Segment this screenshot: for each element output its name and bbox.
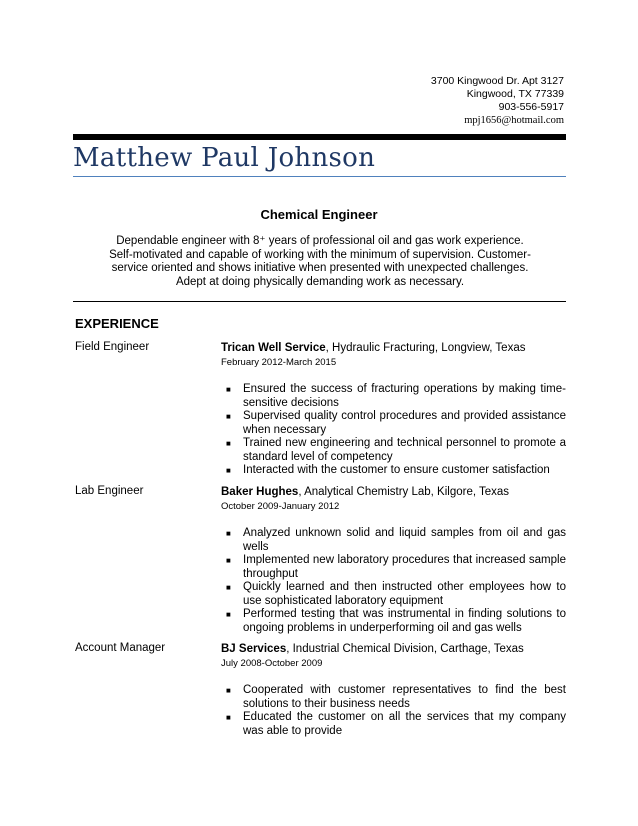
list-item: ■ Interacted with the customer to ensure customer satisfaction	[226, 464, 550, 476]
bullet-icon: ■	[226, 556, 231, 565]
list-item: ■ Educated the customer on all the services that my company was able to provide	[226, 711, 566, 737]
list-item: ■ Analyzed unknown solid and liquid samples from oil and gas wells	[226, 527, 566, 553]
bullet-icon: ■	[226, 439, 231, 448]
job-dates: July 2008-October 2009	[221, 658, 323, 669]
job-dates: February 2012-March 2015	[221, 357, 337, 368]
summary-line: Adept at doing physically demanding work as necessary.	[175, 275, 465, 288]
list-item: ■ Quickly learned and then instructed other employees how to use sophisticated laboratory equipment	[226, 581, 566, 607]
contact-block	[431, 75, 564, 127]
list-item: ■ Performed testing that was instrumental in finding solutions to ongoing problems in underperforming oil and gas wells	[226, 608, 566, 634]
section-divider	[73, 301, 566, 302]
contact-email: mpj1656@hotmail.com	[464, 115, 564, 126]
list-item: ■ Ensured the success of fracturing operations by making time-sensitive decisions	[226, 383, 566, 409]
company-name: BJ Services	[221, 643, 287, 655]
experience-heading: EXPERIENCE	[75, 316, 159, 331]
bullet-list	[221, 684, 566, 738]
list-item: ■ Supervised quality control procedures and provided assistance when necessary	[226, 410, 566, 436]
name-underline	[73, 176, 566, 177]
bullet-icon: ■	[226, 686, 231, 695]
company-details: , Hydraulic Fracturing, Longview, Texas	[325, 342, 526, 354]
job-role: Lab Engineer	[75, 485, 144, 497]
company-details: , Analytical Chemistry Lab, Kilgore, Texas	[298, 486, 510, 498]
company-name: Baker Hughes	[221, 486, 299, 498]
candidate-name: Matthew Paul Johnson	[73, 143, 376, 173]
list-item: ■ Cooperated with customer representatives to find the best solutions to their business needs	[226, 684, 566, 710]
bullet-icon: ■	[226, 466, 231, 475]
contact-city: Kingwood, TX 77339	[466, 88, 564, 100]
company-details: , Industrial Chemical Division, Carthage, Texas	[286, 643, 524, 655]
summary-line: Dependable engineer with 8⁺ years of professional oil and gas work experience.	[116, 235, 524, 247]
job-role: Account Manager	[75, 642, 166, 654]
summary	[90, 235, 550, 289]
contact-street: 3700 Kingwood Dr. Apt 3127	[430, 75, 564, 87]
bullet-icon: ■	[226, 529, 231, 538]
summary-line: service oriented and shows initiative when presented with unexpected challenges.	[111, 262, 529, 274]
job-dates: October 2009-January 2012	[221, 501, 340, 512]
bullet-icon: ■	[226, 412, 231, 421]
company-name: Trican Well Service	[221, 342, 326, 354]
list-item: ■ Implemented new laboratory procedures that increased sample throughput	[226, 554, 566, 580]
bullet-list	[221, 383, 566, 478]
job-role: Field Engineer	[75, 341, 150, 353]
contact-phone: 903-556-5917	[498, 101, 564, 113]
job-title: Chemical Engineer	[260, 207, 378, 222]
summary-line: Self-motivated and capable of working with the minimum of supervision. Customer-	[109, 248, 531, 261]
bullet-icon: ■	[226, 713, 231, 722]
bullet-icon: ■	[226, 583, 231, 592]
bullet-icon: ■	[226, 385, 231, 394]
bullet-icon: ■	[226, 610, 231, 619]
bullet-list	[221, 527, 566, 635]
list-item: ■ Trained new engineering and technical personnel to promote a standard level of competency	[226, 437, 566, 463]
